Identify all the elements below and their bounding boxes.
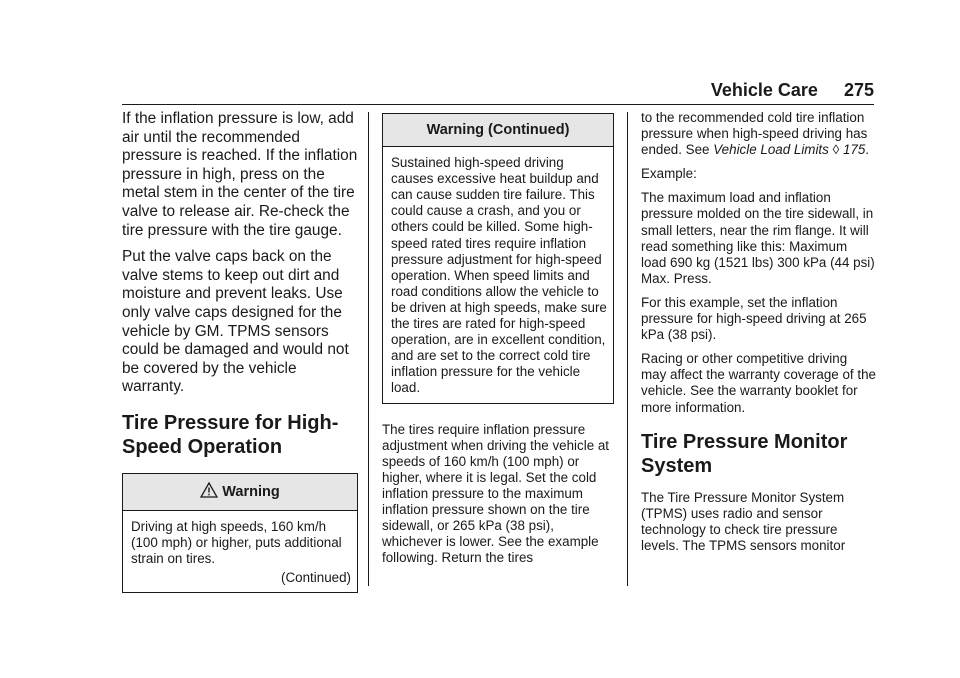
paragraph-example-label: Example: <box>641 166 697 182</box>
section-heading-tpms: Tire Pressure Monitor System <box>641 430 848 477</box>
warning-header <box>123 474 357 511</box>
warning-box <box>122 473 358 593</box>
column-1 <box>122 110 358 593</box>
paragraph-valve-caps: Put the valve caps back on the valve stems to keep out dirt and moisture and prevent leaks. Use only valve caps designed for the vehicle by GM. TPMS sensors could be damaged and would not be covered by the vehicle warranty. <box>122 248 349 396</box>
page-reference[interactable]: 175 <box>842 142 866 158</box>
page-number: 275 <box>843 80 874 100</box>
paragraph-low-pressure: If the inflation pressure is low, add air until the recommended pressure is reached. If the inflation pressure in high, press on the metal stem in the center of the tire valve to release air. Re-check the tire pressure with the tire gauge. <box>122 110 358 239</box>
warning-text: Driving at high speeds, 160 km/h (100 mph) or higher, puts additional strain on tires. <box>131 518 342 566</box>
running-header <box>711 80 874 101</box>
warning-continued-box <box>382 113 614 404</box>
paragraph-example-setting: For this example, set the inflation pressure for high-speed driving at 265 kPa (38 psi). <box>641 294 867 343</box>
header-rule <box>122 104 874 105</box>
warning-icon <box>200 482 218 498</box>
warning-body <box>123 511 357 592</box>
paragraph-return-tires: to the recommended cold tire inflation pressure when high-speed driving has ended. See Vehicle Load Limits ◊ 175. <box>641 110 870 158</box>
column-divider-1 <box>368 112 369 586</box>
warning-continued-body: Sustained high-speed driving causes excessive heat buildup and can cause sudden tire failure. This could cause a crash, and you or others could be killed. Some high-speed rated tires require inflation pressure adjustment for high-speed operation. When speed limits and road conditions allow the vehicle to be driven at high speeds, make sure the tires are rated for high-speed operation, are in excellent condition, and are set to the correct cold tire inflation pressure for the vehicle load. <box>391 155 607 396</box>
section-heading-high-speed: Tire Pressure for High-Speed Operation <box>122 411 339 458</box>
section-title: Vehicle Care <box>710 80 818 100</box>
paragraph-racing: Racing or other competitive driving may affect the warranty coverage of the vehicle. See the warranty booklet for more information. <box>641 351 876 415</box>
cross-reference-icon: ◊ <box>832 142 840 158</box>
column-3 <box>641 110 876 562</box>
warning-continued: (Continued) <box>281 569 351 585</box>
column-divider-2 <box>627 112 628 586</box>
paragraph-example: The maximum load and inflation pressure molded on the tire sidewall, in small letters, near the rim flange. It will read something like this: Maximum load 690 kg (1521 lbs) 300 kPa (44 psi) Max. Press. <box>641 190 875 286</box>
warning-continued-header: Warning (Continued) <box>383 114 613 147</box>
vehicle-load-limits-link[interactable]: Vehicle Load Limits <box>713 142 829 158</box>
paragraph-adjustment: The tires require inflation pressure adjustment when driving the vehicle at speeds of 160 km/h (100 mph) or higher, where it is legal. Set the cold inflation pressure to the maximum inflation pressure shown on the tire sidewall, or 265 kPa (38 psi), whichever is lower. See the example following. Return the tires <box>382 421 610 566</box>
warning-title: Warning <box>222 483 280 500</box>
column-2 <box>382 113 614 574</box>
paragraph-tpms: The Tire Pressure Monitor System (TPMS) uses radio and sensor technology to check tire pressure levels. The TPMS sensors monitor <box>641 489 846 553</box>
